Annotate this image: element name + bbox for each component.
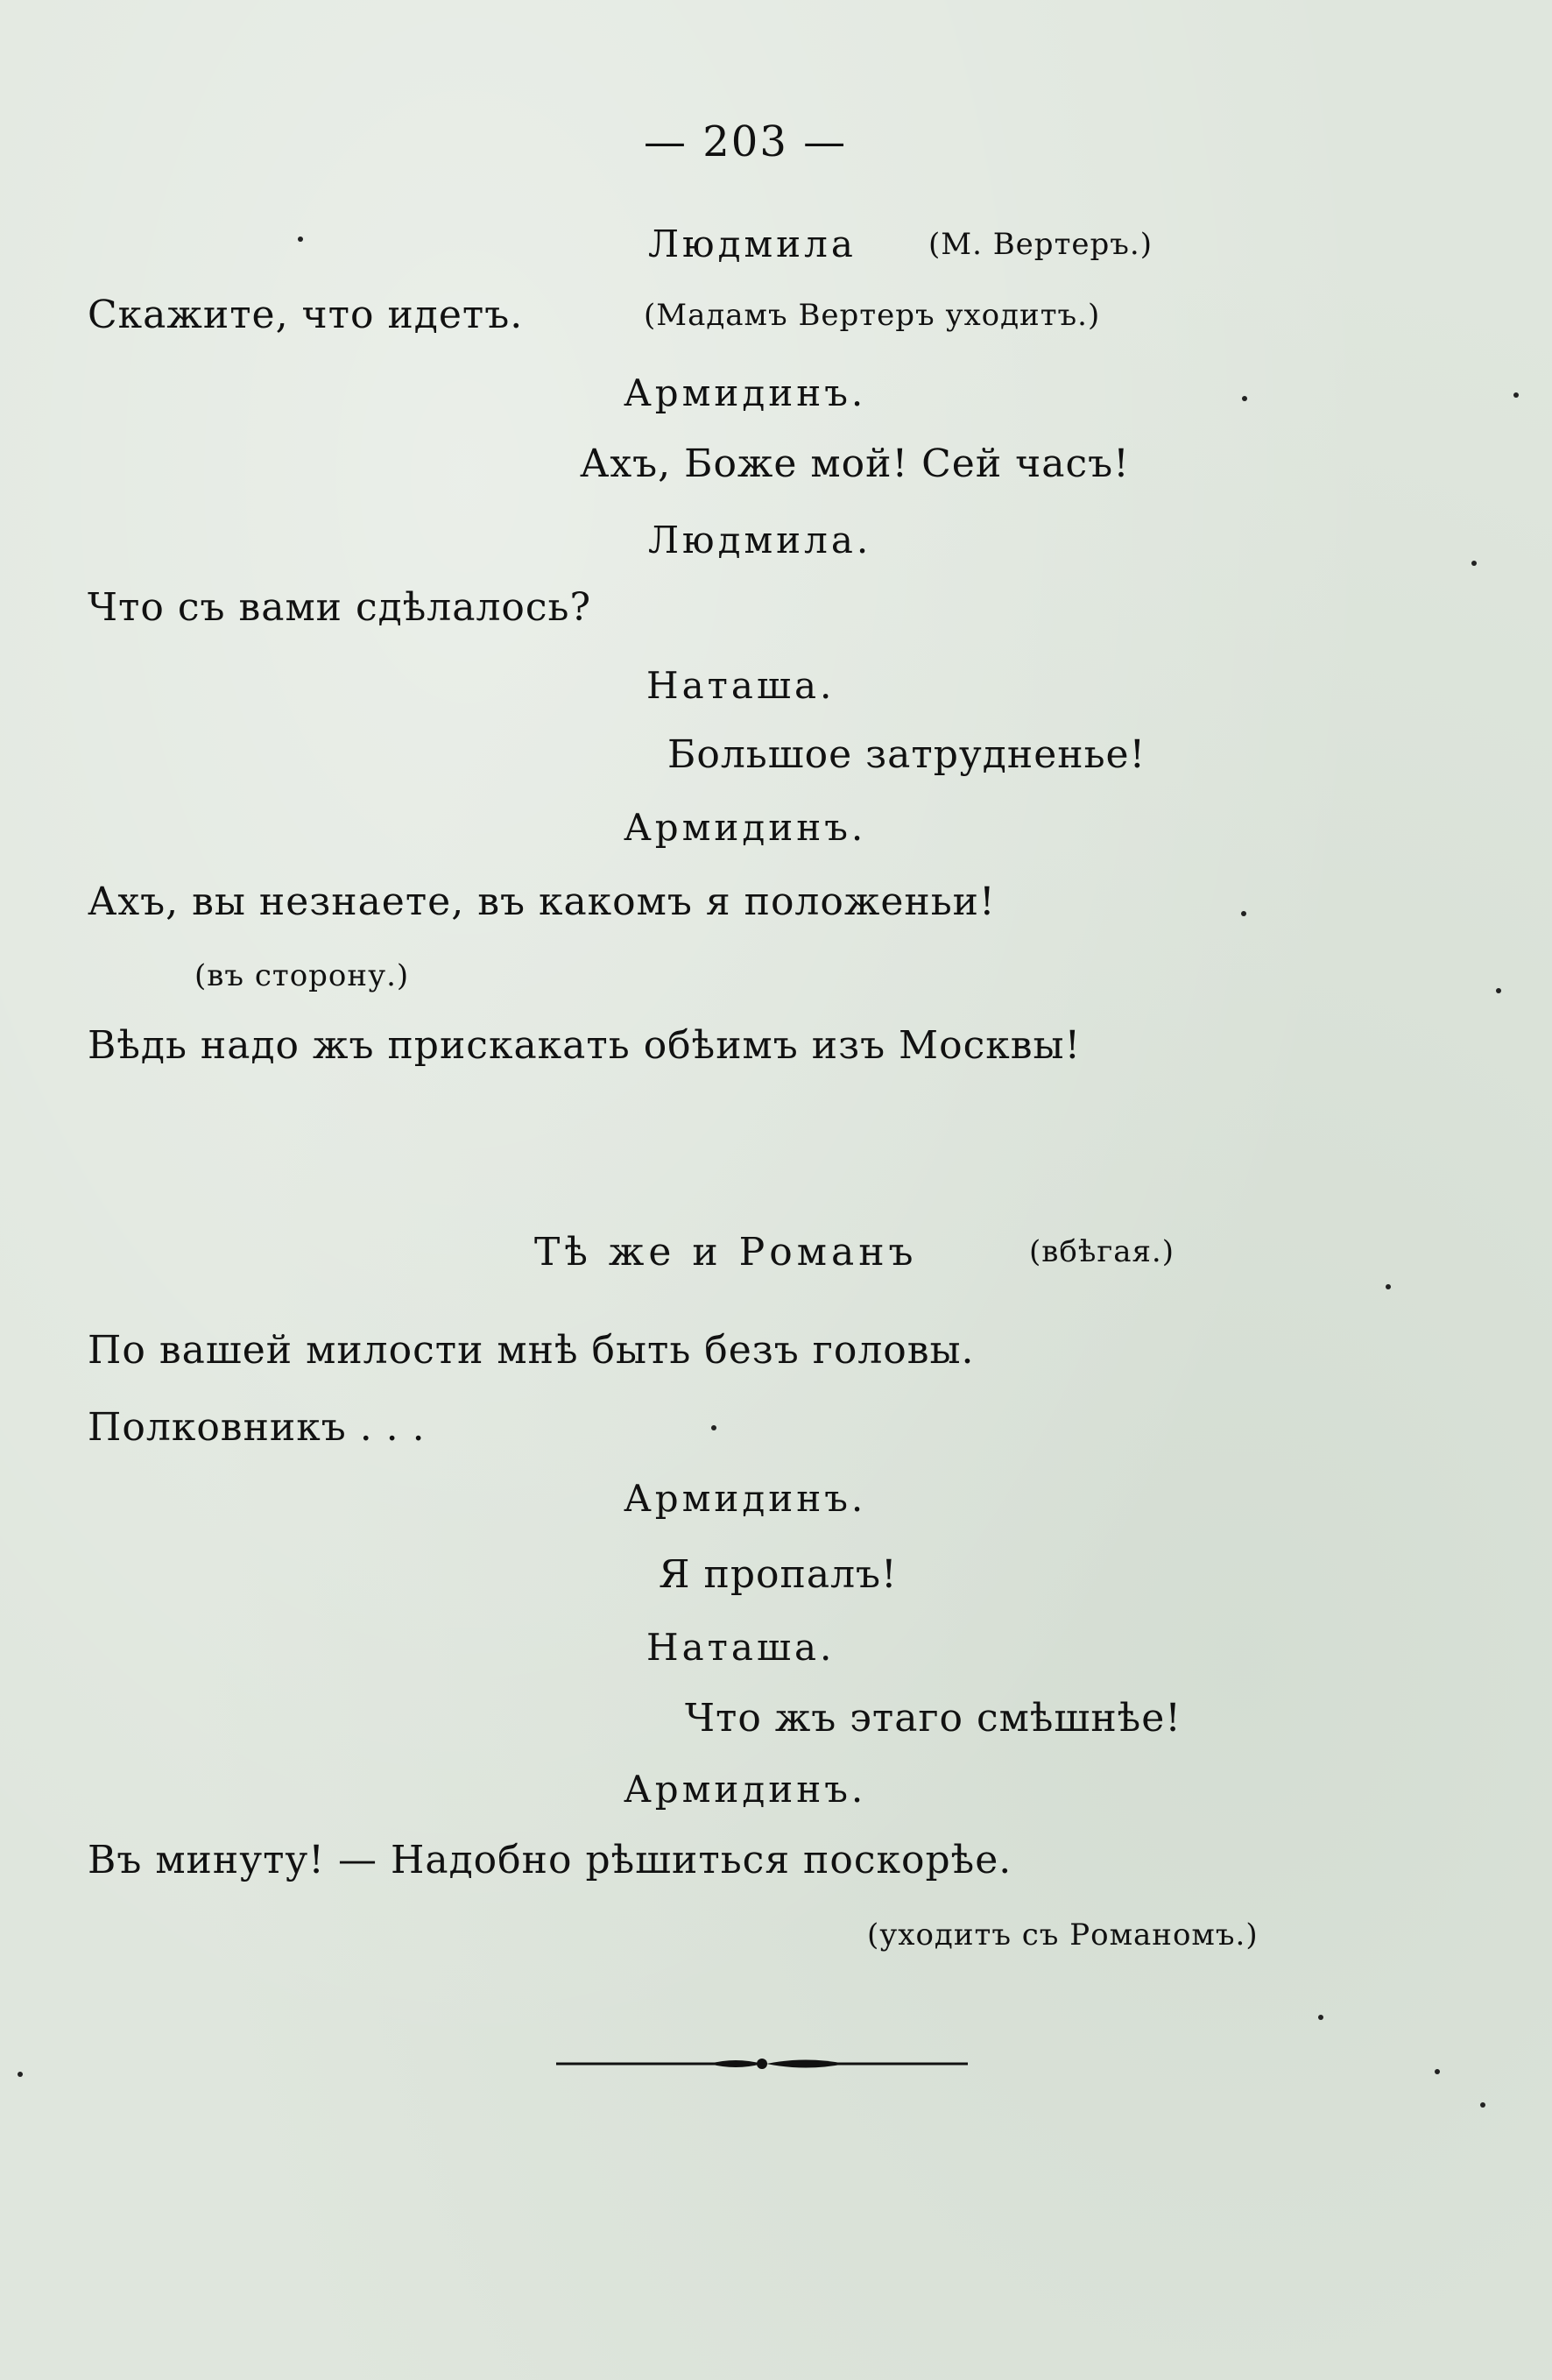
speaker-ludmila: Людмила. xyxy=(648,519,872,561)
stage-direction: (вбѣгая.) xyxy=(1029,1234,1175,1269)
paper-speck xyxy=(1513,392,1519,398)
dialogue-line: Большое затрудненье! xyxy=(667,732,1146,777)
speaker-natasha: Наташа. xyxy=(646,1626,836,1669)
stage-direction: (уходитъ съ Романомъ.) xyxy=(867,1917,1259,1953)
stage-entrance: Тѣ же и Романъ xyxy=(534,1230,918,1275)
speaker-natasha: Наташа. xyxy=(646,664,836,707)
speaker-armidin: Армидинъ. xyxy=(624,1477,867,1520)
paper-speck xyxy=(298,237,303,242)
stage-direction: (въ сторону.) xyxy=(194,958,410,993)
dialogue-line: Я пропалъ! xyxy=(659,1552,898,1597)
dialogue-line: По вашей милости мнѣ быть безъ головы. xyxy=(88,1328,975,1373)
end-ornament-divider xyxy=(556,2053,968,2074)
paper-speck xyxy=(1386,1284,1391,1289)
page-number: — 203 — xyxy=(644,117,848,166)
dialogue-line: Ахъ, Боже мой! Сей часъ! xyxy=(580,441,1130,486)
stage-direction: (Мадамъ Вертеръ уходитъ.) xyxy=(644,298,1101,333)
dialogue-line: Въ минуту! — Надобно рѣшиться поскорѣе. xyxy=(88,1838,1012,1882)
speaker-armidin: Армидинъ. xyxy=(624,1768,867,1811)
paper-speck xyxy=(1318,2015,1323,2020)
paper-speck xyxy=(711,1425,716,1430)
dialogue-line: Что жъ этаго смѣшнѣе! xyxy=(685,1696,1182,1741)
paper-speck xyxy=(1435,2069,1440,2074)
dialogue-line: Что съ вами сдѣлалось? xyxy=(88,585,592,630)
speaker-ludmila: Людмила xyxy=(648,222,857,265)
speaker-armidin: Армидинъ. xyxy=(624,806,867,849)
paper-speck xyxy=(1241,911,1246,916)
dialogue-line: Скажите, что идетъ. xyxy=(88,293,524,337)
paper-speck xyxy=(18,2072,23,2077)
stage-direction: (М. Вертеръ.) xyxy=(928,227,1153,262)
dialogue-line: Полковникъ . . . xyxy=(88,1405,426,1450)
paper-speck xyxy=(1496,988,1501,993)
dialogue-line: Ахъ, вы незнаете, въ какомъ я положеньи! xyxy=(88,879,996,924)
paper-speck xyxy=(1471,561,1477,566)
paper-speck xyxy=(1480,2102,1485,2108)
speaker-armidin: Армидинъ. xyxy=(624,371,867,414)
dialogue-line: Вѣдь надо жъ прискакать обѣимъ изъ Москвы! xyxy=(88,1023,1082,1068)
paper-speck xyxy=(1242,396,1247,401)
